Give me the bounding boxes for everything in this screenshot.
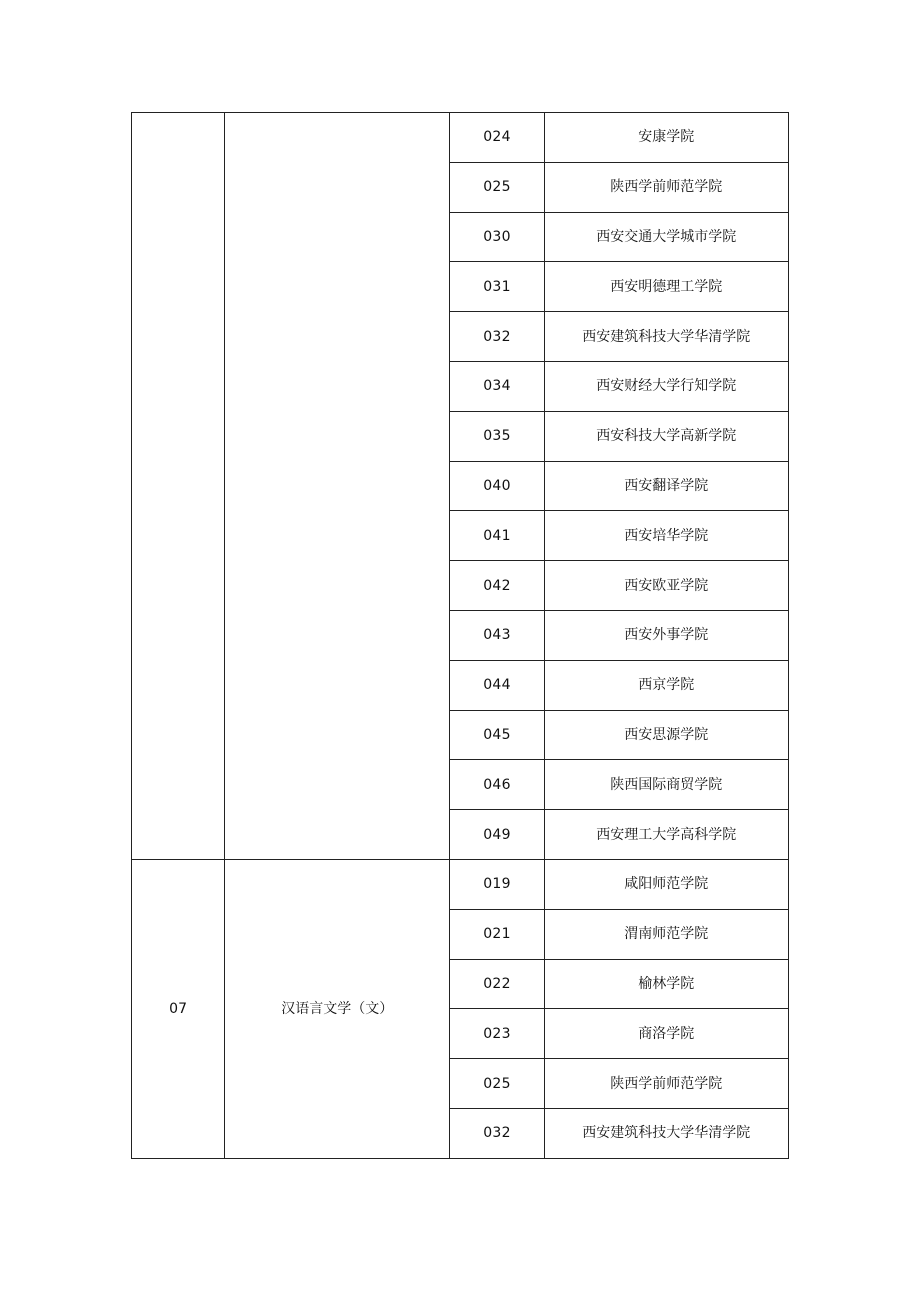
school-name-cell: 陕西国际商贸学院 xyxy=(544,760,788,810)
school-code-cell: 019 xyxy=(450,859,544,909)
school-name-cell: 西安财经大学行知学院 xyxy=(544,361,788,411)
table-body xyxy=(132,113,789,1159)
school-code-cell: 032 xyxy=(450,1108,544,1158)
school-code-cell: 049 xyxy=(450,810,544,860)
table-row xyxy=(132,113,789,163)
school-name-cell: 西安理工大学高科学院 xyxy=(544,810,788,860)
school-name-cell: 西安外事学院 xyxy=(544,610,788,660)
school-name-cell: 西京学院 xyxy=(544,660,788,710)
school-code-cell: 030 xyxy=(450,212,544,262)
school-name-cell: 西安明德理工学院 xyxy=(544,262,788,312)
school-code-cell: 025 xyxy=(450,162,544,212)
school-name-cell: 西安培华学院 xyxy=(544,511,788,561)
school-name-cell: 西安欧亚学院 xyxy=(544,561,788,611)
school-name-cell: 商洛学院 xyxy=(544,1009,788,1059)
school-code-cell: 044 xyxy=(450,660,544,710)
school-code-cell: 035 xyxy=(450,411,544,461)
school-name-cell: 西安建筑科技大学华清学院 xyxy=(544,1108,788,1158)
seq-cell: 07 xyxy=(132,859,225,1158)
school-code-cell: 046 xyxy=(450,760,544,810)
school-code-cell: 023 xyxy=(450,1009,544,1059)
table-row xyxy=(132,859,789,909)
school-name-cell: 陕西学前师范学院 xyxy=(544,162,788,212)
school-name-cell: 西安思源学院 xyxy=(544,710,788,760)
school-code-cell: 022 xyxy=(450,959,544,1009)
school-code-cell: 034 xyxy=(450,361,544,411)
school-code-cell: 040 xyxy=(450,461,544,511)
school-code-cell: 021 xyxy=(450,909,544,959)
school-name-cell: 陕西学前师范学院 xyxy=(544,1059,788,1109)
school-name-cell: 榆林学院 xyxy=(544,959,788,1009)
school-code-cell: 042 xyxy=(450,561,544,611)
school-name-cell: 渭南师范学院 xyxy=(544,909,788,959)
school-code-cell: 031 xyxy=(450,262,544,312)
school-name-cell: 西安科技大学高新学院 xyxy=(544,411,788,461)
school-code-cell: 032 xyxy=(450,312,544,362)
school-major-table xyxy=(131,112,789,1159)
school-name-cell: 咸阳师范学院 xyxy=(544,859,788,909)
school-name-cell: 安康学院 xyxy=(544,113,788,163)
school-name-cell: 西安交通大学城市学院 xyxy=(544,212,788,262)
major-cell xyxy=(225,113,450,860)
school-name-cell: 西安翻译学院 xyxy=(544,461,788,511)
school-code-cell: 041 xyxy=(450,511,544,561)
seq-cell xyxy=(132,113,225,860)
school-name-cell: 西安建筑科技大学华清学院 xyxy=(544,312,788,362)
school-code-cell: 025 xyxy=(450,1059,544,1109)
school-code-cell: 043 xyxy=(450,610,544,660)
school-code-cell: 024 xyxy=(450,113,544,163)
school-code-cell: 045 xyxy=(450,710,544,760)
major-cell: 汉语言文学（文） xyxy=(225,859,450,1158)
